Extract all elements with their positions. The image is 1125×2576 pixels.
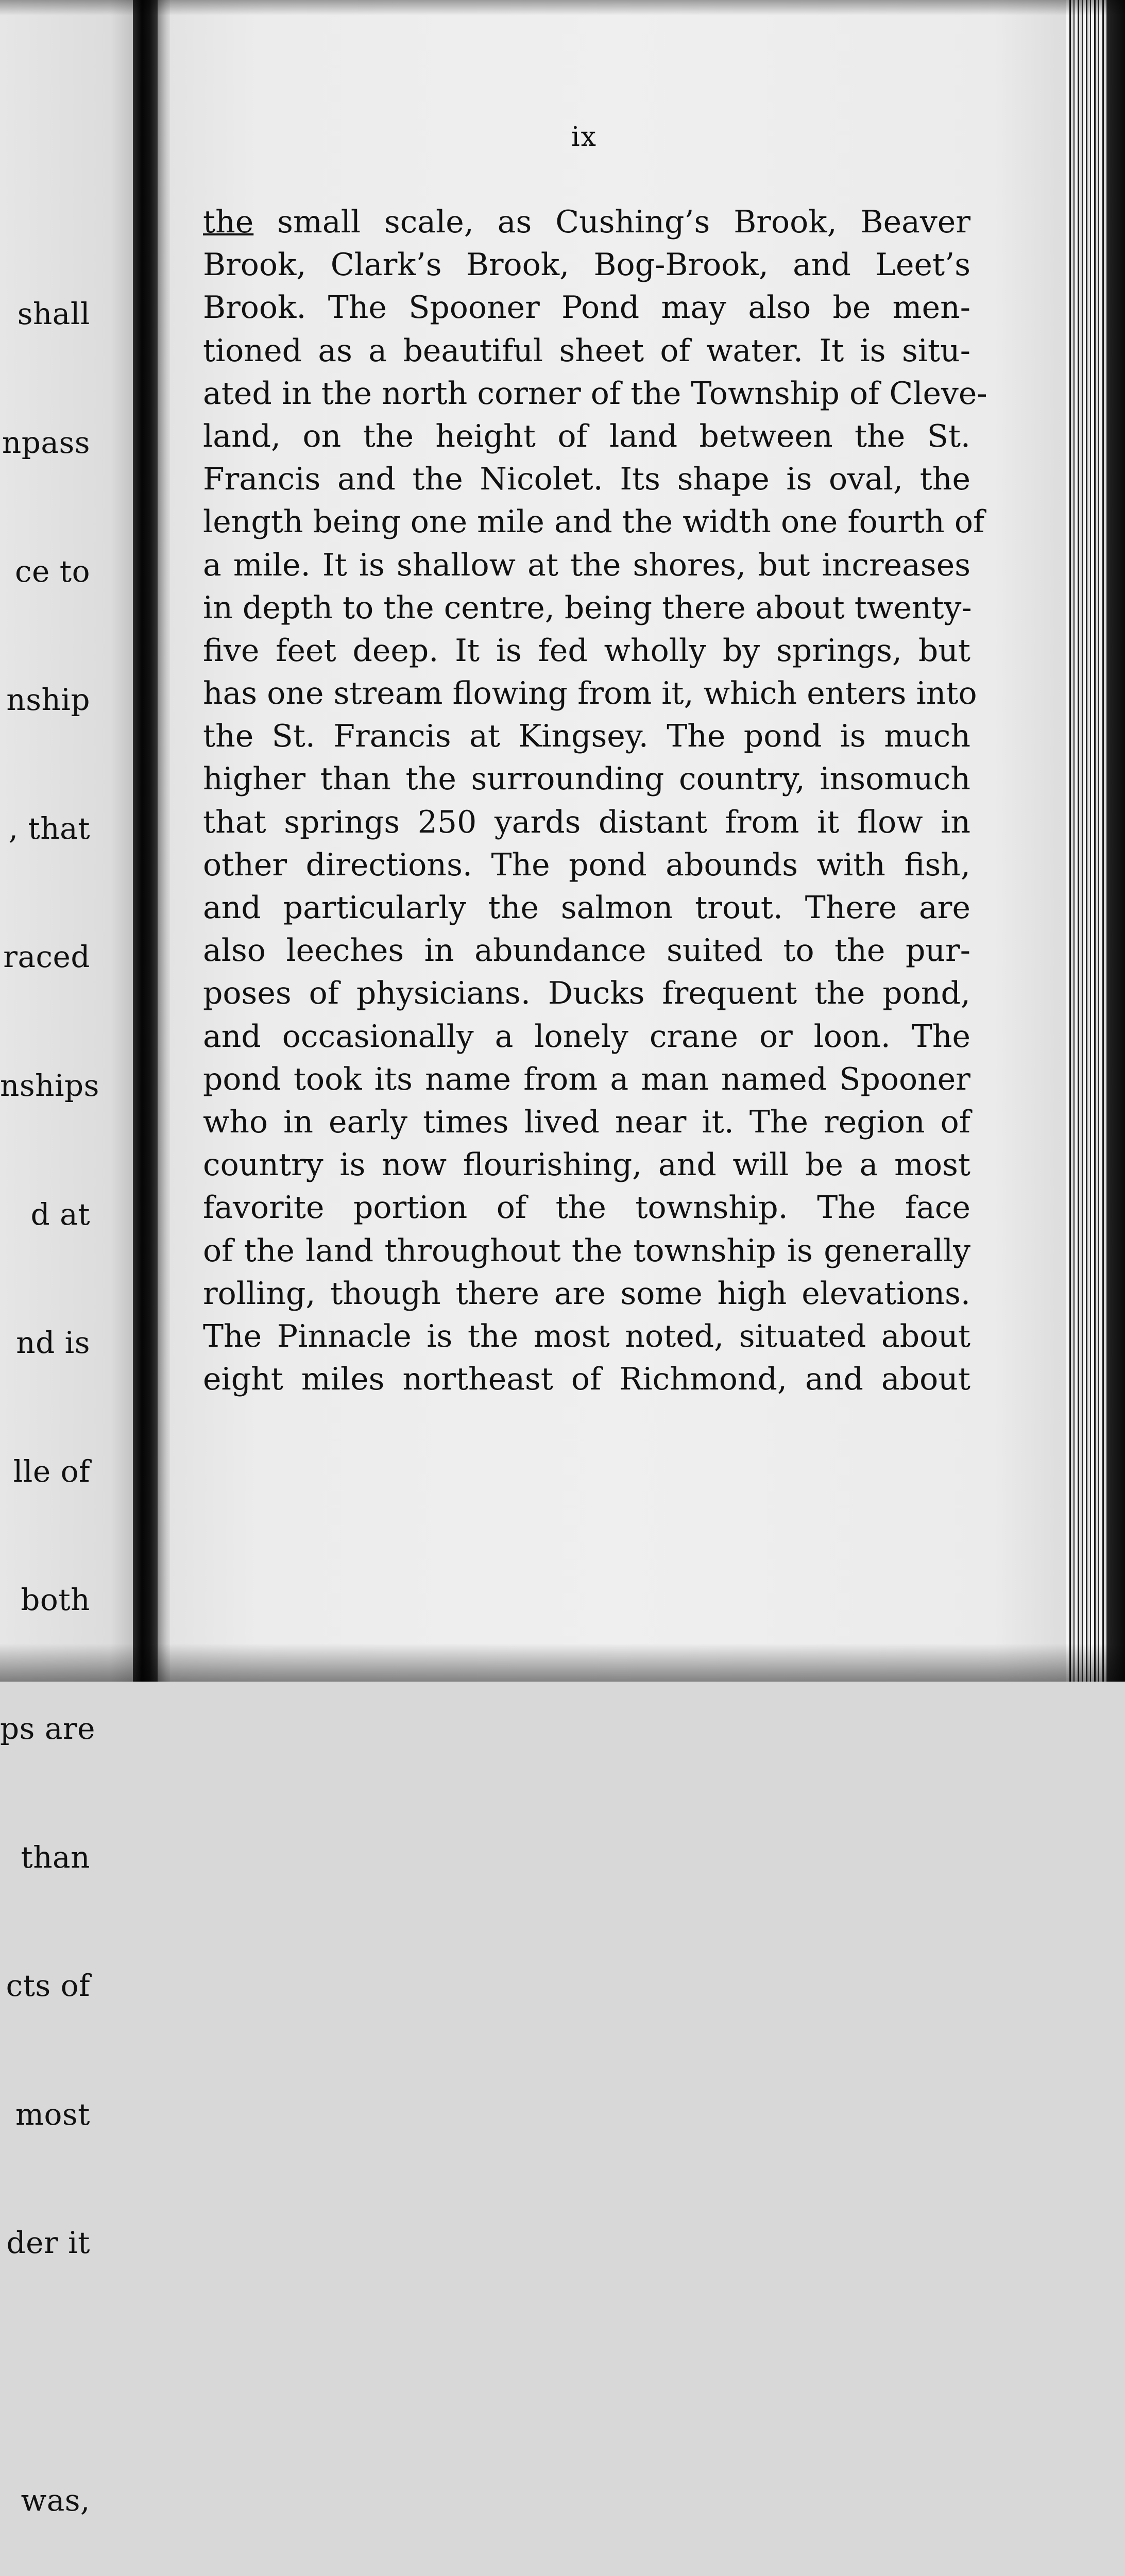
left-page-line: both [21, 1582, 90, 1618]
text-line: favorite portion of the township. The face [203, 1190, 970, 1226]
scan-shadow-top [0, 0, 1125, 15]
book-gutter [133, 0, 159, 1682]
text-line: in depth to the centre, being there about twenty- [203, 589, 972, 626]
left-page-line: ce to [15, 553, 90, 589]
left-page-line: shall [17, 296, 90, 332]
left-facing-page [0, 0, 138, 2518]
text-line: the small scale, as Cushing’s Brook, Beaver [203, 204, 970, 240]
text-line: the St. Francis at Kingsey. The pond is much [203, 718, 970, 755]
left-page-line: , that [8, 810, 90, 846]
text-line: rolling, though there are some high elevations. [203, 1275, 970, 1312]
text-line: ated in the north corner of the Township of Cleve- [203, 375, 987, 412]
text-line: country is now flourishing, and will be a most [203, 1147, 970, 1183]
text-line: and occasionally a lonely crane or loon. The [203, 1018, 970, 1055]
left-page-line: nd is [16, 1325, 90, 1361]
page-number: ix [571, 122, 597, 152]
text-line: tioned as a beautiful sheet of water. It is situ- [203, 332, 970, 369]
text-line: also leeches in abundance suited to the pur- [203, 933, 970, 969]
left-page-line: was, [21, 2482, 90, 2518]
text-line: The Pinnacle is the most noted, situated about [203, 1318, 970, 1354]
text-line: and particularly the salmon trout. There are [203, 890, 970, 926]
left-page-text [0, 207, 99, 2576]
text-line: that springs 250 yards distant from it flow in [203, 804, 970, 840]
left-page-line: than [21, 1839, 90, 1875]
left-page-line: der it [6, 2225, 90, 2261]
text-line: land, on the height of land between the St. [203, 418, 970, 454]
scan-shadow-bottom [0, 1643, 1125, 1682]
underlined-word: the [203, 204, 254, 240]
text-line: length being one mile and the width one fourth of [203, 504, 985, 540]
left-page-line: lle of [13, 1453, 90, 1489]
left-page-line [0, 2350, 90, 2393]
text-line: five feet deep. It is fed wholly by springs, but [203, 632, 970, 669]
left-page-line: nships [0, 1067, 99, 1103]
text-line: other directions. The pond abounds with fish, [203, 846, 970, 883]
text-line: poses of physicians. Ducks frequent the pond, [203, 975, 970, 1012]
text-line: higher than the surrounding country, insomuch [203, 761, 970, 798]
left-page-line: raced [3, 939, 90, 975]
text-line: a mile. It is shallow at the shores, but increases [203, 547, 970, 583]
text-line: of the land throughout the township is generally [203, 1232, 970, 1269]
text-line: who in early times lived near it. The region of [203, 1104, 970, 1140]
left-page-line: most [15, 2096, 90, 2132]
body-text [203, 201, 987, 1401]
text-line: Francis and the Nicolet. Its shape is oval, the [203, 461, 970, 498]
scan-border-right [1107, 0, 1125, 1682]
text-line: Brook. The Spooner Pond may also be men- [203, 290, 970, 326]
text-line: pond took its name from a man named Spooner [203, 1061, 970, 1097]
text-line: eight miles northeast of Richmond, and about [203, 1361, 970, 1398]
left-page-line: ps are [0, 1710, 95, 1746]
text-line: Brook, Clark’s Brook, Bog-Brook, and Leet’s [203, 247, 970, 283]
left-page-line: cts of [6, 1968, 90, 2004]
text-line: has one stream flowing from it, which enters into [203, 675, 977, 712]
left-page-line: nship [6, 682, 90, 718]
left-page-line: npass [2, 425, 90, 460]
left-page-line: d at [30, 1196, 90, 1232]
